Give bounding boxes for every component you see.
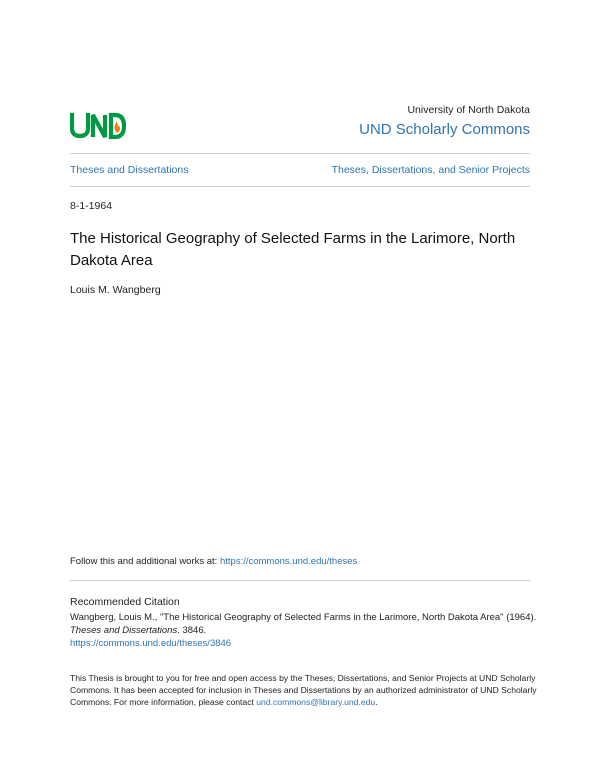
citation-number: . 3846. <box>177 625 207 636</box>
notice-text: This Thesis is brought to you for free and open access by the Theses, Dissertations, and Senior Projects at UND Scholarly Commons. It has been accepted for inclusion in Theses and Dissertations by an authorized administrator of UND Scholarly Commons. For more information, please contact <box>70 673 537 707</box>
citation-series: Theses and Dissertations <box>70 625 178 636</box>
und-logo <box>70 110 126 140</box>
document-title: The Historical Geography of Selected Farms in the Larimore, North Dakota Area <box>70 230 516 269</box>
divider <box>70 186 530 187</box>
parent-collection-link[interactable]: Theses, Dissertations, and Senior Projects <box>331 164 530 176</box>
repository-name-link[interactable]: UND Scholarly Commons <box>359 121 530 138</box>
follow-text: Follow this and additional works at: <box>70 556 220 567</box>
citation-heading: Recommended Citation <box>70 596 180 608</box>
notice-end: . <box>375 697 378 707</box>
citation-main: Wangberg, Louis M., "The Historical Geography of Selected Farms in the Larimore, North Dakota Area" (1964). <box>70 612 537 623</box>
divider <box>70 580 530 581</box>
institution-block <box>359 104 530 140</box>
citation-link[interactable]: https://commons.und.edu/theses/3846 <box>70 638 232 649</box>
follow-line <box>70 556 357 567</box>
follow-link[interactable]: https://commons.und.edu/theses <box>219 556 358 567</box>
citation-text <box>70 611 540 650</box>
university-name: University of North Dakota <box>407 104 530 116</box>
access-notice <box>70 672 540 708</box>
divider <box>70 153 530 154</box>
publication-date: 8-1-1964 <box>70 200 113 212</box>
collection-link[interactable]: Theses and Dissertations <box>70 164 189 176</box>
contact-email-link[interactable]: und.commons@library.und.edu <box>256 697 376 707</box>
author-name: Louis M. Wangberg <box>70 284 161 296</box>
